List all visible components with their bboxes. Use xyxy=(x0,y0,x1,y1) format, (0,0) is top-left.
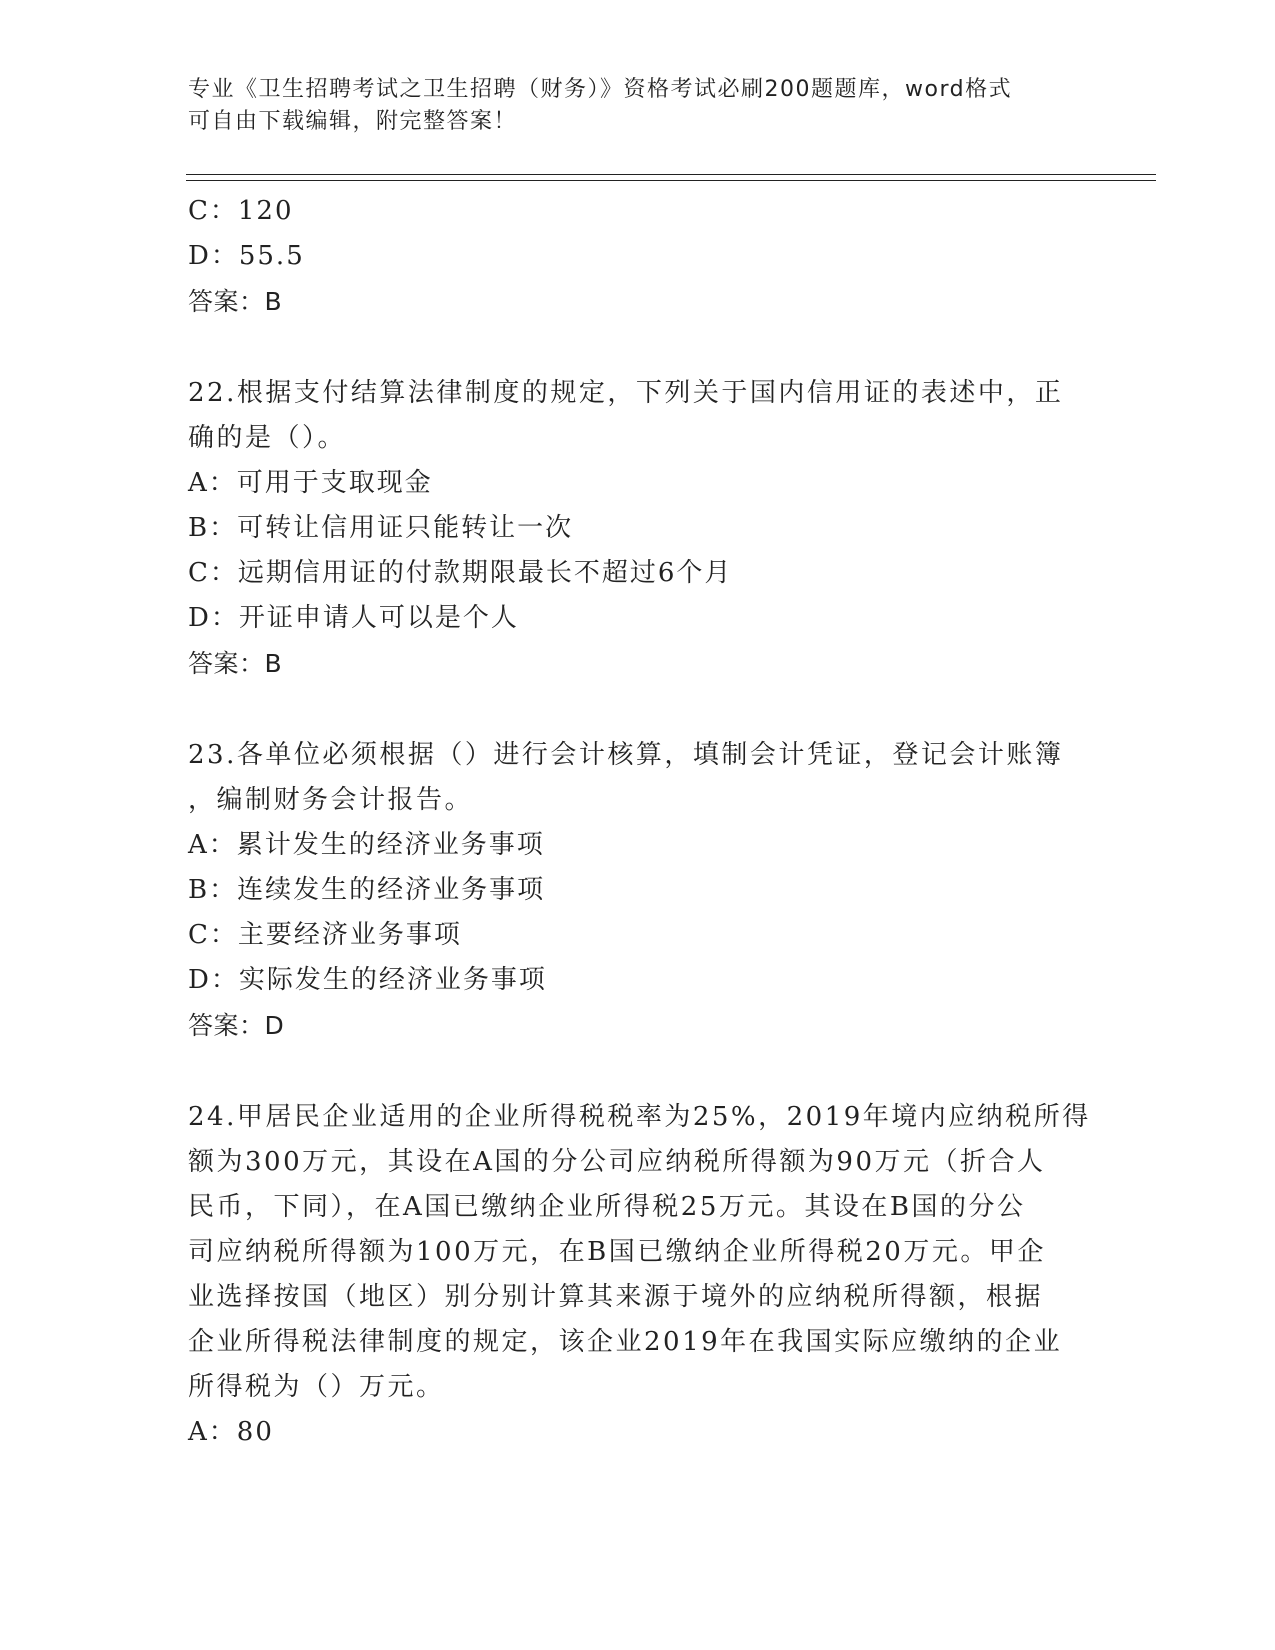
document-body xyxy=(188,189,1091,1455)
question-text xyxy=(188,371,1068,461)
option-a: A：80 xyxy=(188,1417,274,1447)
question-line: 确的是（）。 xyxy=(188,423,347,453)
option-a: A：累计发生的经济业务事项 xyxy=(188,830,545,860)
question-line: 22.根据支付结算法律制度的规定，下列关于国内信用证的表述中，正 xyxy=(188,378,1064,408)
question-line: ，编制财务会计报告。 xyxy=(188,785,474,815)
question-line: 业选择按国（地区）别分别计算其来源于境外的应纳税所得额，根据 xyxy=(188,1282,1044,1312)
question-text xyxy=(188,1095,1091,1410)
option-d: D：55.5 xyxy=(188,241,305,271)
header-line-2: 可自由下载编辑，附完整答案！ xyxy=(188,109,518,134)
question-line: 司应纳税所得额为100万元，在B国已缴纳企业所得税20万元。甲企 xyxy=(188,1237,1046,1267)
header-rule-bottom xyxy=(186,180,1156,181)
question-line: 企业所得税法律制度的规定，该企业2019年在我国实际应缴纳的企业 xyxy=(188,1327,1063,1357)
header-line-1: 专业《卫生招聘考试之卫生招聘（财务）》资格考试必刷200题题库，word格式 xyxy=(188,77,1013,102)
question-line: 23.各单位必须根据（）进行会计核算，填制会计凭证，登记会计账簿 xyxy=(188,740,1064,770)
question-line: 民币，下同），在A国已缴纳企业所得税25万元。其设在B国的分公 xyxy=(188,1192,1026,1222)
question-line: 额为300万元，其设在A国的分公司应纳税所得额为90万元（折合人 xyxy=(188,1147,1046,1177)
option-b: B：连续发生的经济业务事项 xyxy=(188,875,546,905)
answer: 答案：B xyxy=(188,649,283,678)
question-line: 24.甲居民企业适用的企业所得税税率为25%，2019年境内应纳税所得 xyxy=(188,1102,1091,1132)
option-c: C：主要经济业务事项 xyxy=(188,920,462,950)
answer: 答案：D xyxy=(188,1011,285,1040)
option-d: D：实际发生的经济业务事项 xyxy=(188,965,547,995)
header-rule-top xyxy=(186,174,1156,175)
option-c: C：远期信用证的付款期限最长不超过6个月 xyxy=(188,558,733,588)
option-c: C：120 xyxy=(188,196,294,226)
question-line: 所得税为（）万元。 xyxy=(188,1372,445,1402)
option-b: B：可转让信用证只能转让一次 xyxy=(188,513,574,543)
answer: 答案：B xyxy=(188,287,283,316)
question-24 xyxy=(188,1095,1091,1455)
question-23 xyxy=(188,733,1068,1048)
question-text xyxy=(188,733,1068,823)
option-d: D：开证申请人可以是个人 xyxy=(188,603,519,633)
question-22 xyxy=(188,371,1068,686)
previous-question-tail xyxy=(188,189,1068,324)
document-header xyxy=(188,74,1068,138)
option-a: A：可用于支取现金 xyxy=(188,468,433,498)
